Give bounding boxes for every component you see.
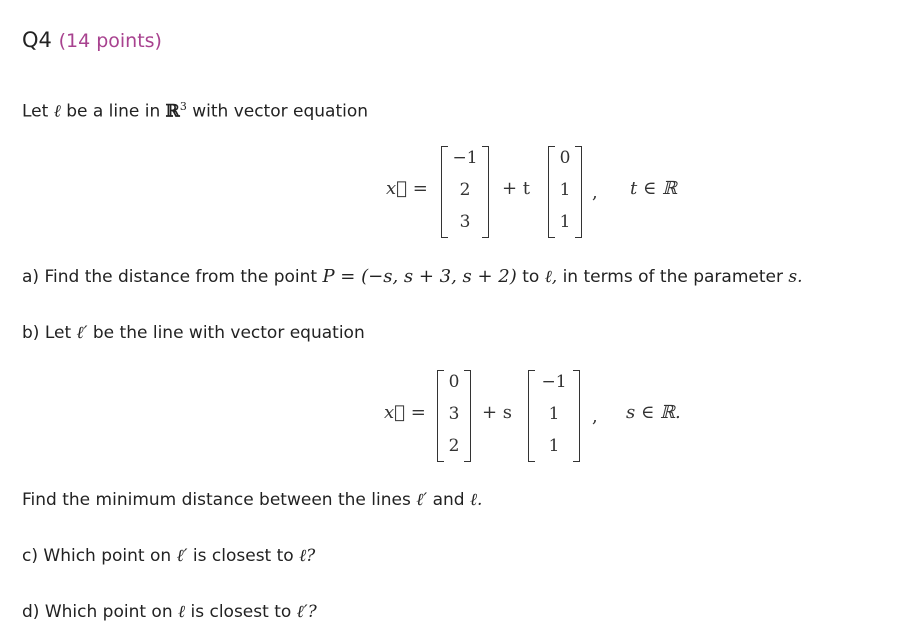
eq2-vec2-entry-3: 1 (548, 436, 560, 456)
part-c-ell: ℓ? (299, 546, 316, 566)
eq1-domain: t ∈ ℝ (630, 178, 677, 199)
eq1-lhs (386, 178, 428, 199)
eq2-vec2-entry-1: −1 (541, 372, 567, 392)
eq1-vec2-entry-2: 1 (559, 180, 571, 200)
part-a-ell: ℓ, (544, 267, 558, 287)
part-d (22, 602, 317, 622)
intro-middle: be a line in (66, 101, 161, 122)
eq2-vec1-entry-3: 2 (448, 436, 460, 456)
eq2-vector-2 (528, 370, 580, 462)
real-space-symbol: ℝ (165, 101, 180, 122)
find-min-and: and (432, 490, 465, 510)
eq1-plus-t-text: + t (502, 178, 531, 199)
eq2-vector-1 (437, 370, 471, 462)
part-d-text2: is closest to (190, 602, 292, 622)
intro-suffix: with vector equation (192, 101, 369, 122)
eq1-vec2-entry-1: 0 (559, 148, 571, 168)
eq1-vec2-entry-3: 1 (559, 212, 571, 232)
part-d-ell: ℓ (178, 602, 186, 622)
find-min-ell-prime: ℓ′ (416, 490, 428, 510)
part-b-ell-prime: ℓ′ (76, 323, 88, 343)
eq2-x-vector: x⃗ (384, 402, 405, 423)
eq2-plus-s-text: + s (482, 402, 513, 423)
eq1-x-vector: x⃗ (386, 178, 407, 199)
point-p: P = (−s, s + 3, s + 2) (322, 266, 517, 287)
eq2-vec1-entry-2: 3 (448, 404, 460, 424)
part-d-text1: d) Which point on (22, 602, 173, 622)
eq1-plus-t (502, 178, 530, 199)
part-a-text1: a) Find the distance from the point (22, 267, 318, 287)
part-a-text3: in terms of the parameter (562, 267, 783, 287)
eq2-comma: , (592, 406, 598, 427)
find-min-ell: ℓ. (469, 490, 483, 510)
eq1-vec1-entry-2: 2 (459, 180, 471, 200)
part-c-ell-prime: ℓ′ (176, 546, 188, 566)
part-d-ell-prime: ℓ′? (296, 602, 317, 622)
find-min-distance (22, 490, 482, 510)
part-b-text1: b) Let (22, 323, 72, 343)
find-min-text1: Find the minimum distance between the lines (22, 490, 411, 510)
part-c-text1: c) Which point on (22, 546, 172, 566)
ell-symbol: ℓ (53, 101, 61, 122)
part-b-text2: be the line with vector equation (92, 323, 365, 343)
intro-text (22, 100, 368, 122)
eq2-plus-s (482, 402, 512, 423)
part-c (22, 546, 315, 566)
eq1-vec1-entry-3: 3 (459, 212, 471, 232)
intro-prefix: Let (22, 101, 49, 122)
eq2-vec1-entry-1: 0 (448, 372, 460, 392)
eq2-lhs (384, 402, 426, 423)
eq2-domain: s ∈ ℝ. (626, 402, 681, 423)
eq1-comma: , (592, 182, 598, 203)
part-a (22, 266, 803, 287)
part-a-text2: to (522, 267, 540, 287)
space-exponent: 3 (179, 100, 187, 113)
eq1-vector-1 (441, 146, 489, 238)
question-number: Q4 (22, 28, 52, 52)
part-b (22, 323, 365, 343)
question-title (22, 28, 162, 52)
eq2-equals: = (410, 402, 426, 423)
eq1-equals: = (412, 178, 428, 199)
part-a-param: s. (788, 267, 803, 287)
question-points: (14 points) (58, 30, 162, 52)
eq1-vec1-entry-1: −1 (452, 148, 478, 168)
eq1-vector-2 (548, 146, 582, 238)
part-c-text2: is closest to (192, 546, 294, 566)
eq2-vec2-entry-2: 1 (548, 404, 560, 424)
